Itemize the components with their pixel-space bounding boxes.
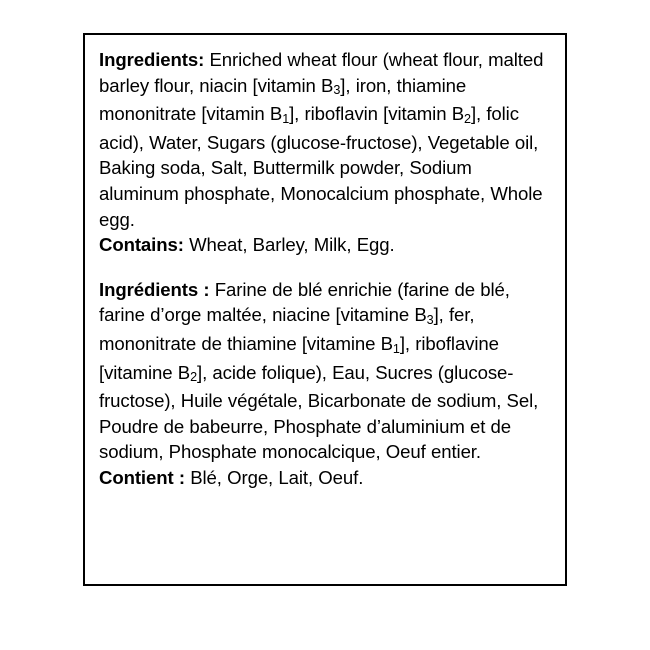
english-contains-paragraph xyxy=(99,232,551,258)
english-ingredients-text-4: ], folic acid), Water, Sugars (glucose-fructose), Vegetable oil, Baking soda, Salt, Buttermilk powder, Sodium aluminum phosphate, Monocalcium phosphate, Whole egg. xyxy=(99,103,543,230)
french-contient-text: Blé, Orge, Lait, Oeuf. xyxy=(184,466,364,488)
french-vitamine-b1-subscript: 1 xyxy=(392,341,400,356)
english-block xyxy=(99,47,551,258)
english-vitamin-b2-subscript: 2 xyxy=(464,111,471,126)
french-ingredients-text-4: ], acide folique), Eau, Sucres (glucose-fructose), Huile végétale, Bicarbonate de sodium, Sel, Poudre de babeurre, Phosphate d’aluminium et de sodium, Phosphate monocalcique, Oeuf entier. xyxy=(99,361,539,463)
english-vitamin-b1-subscript: 1 xyxy=(282,111,290,126)
french-contient-label: Contient : xyxy=(99,466,185,488)
panel-content xyxy=(85,35,565,501)
english-ingredients-text-3: ], riboflavin [vitamin B xyxy=(289,103,465,125)
french-ingredients-paragraph xyxy=(99,277,551,465)
english-contains-label: Contains: xyxy=(99,234,184,256)
english-ingredients-text-2: ], iron, thiamine mononitrate [vitamin B xyxy=(99,74,467,125)
french-ingredients-text-1: Farine de blé enrichie (farine de blé, farine d’orge maltée, niacine [vitamine B xyxy=(99,278,510,326)
english-ingredients-label: Ingredients: xyxy=(99,49,205,70)
french-vitamine-b3-subscript: 3 xyxy=(426,313,434,328)
english-contains-text: Wheat, Barley, Milk, Egg. xyxy=(183,234,395,256)
english-vitamin-b3-subscript: 3 xyxy=(333,83,341,98)
french-ingredients-text-2: ], fer, mononitrate de thiamine [vitamine B xyxy=(99,304,475,354)
french-ingredients-text-3: ], riboflavine [vitamine B xyxy=(99,332,499,383)
french-ingredients-label: Ingrédients : xyxy=(99,278,210,300)
language-divider xyxy=(99,258,551,277)
french-vitamine-b2-subscript: 2 xyxy=(190,370,197,385)
english-ingredients-text-1: Enriched wheat flour (wheat flour, malted barley flour, niacin [vitamin B xyxy=(99,49,544,96)
french-contient-paragraph xyxy=(99,465,551,491)
ingredients-panel xyxy=(83,33,567,586)
english-ingredients-paragraph xyxy=(99,47,551,232)
french-block xyxy=(99,277,551,491)
